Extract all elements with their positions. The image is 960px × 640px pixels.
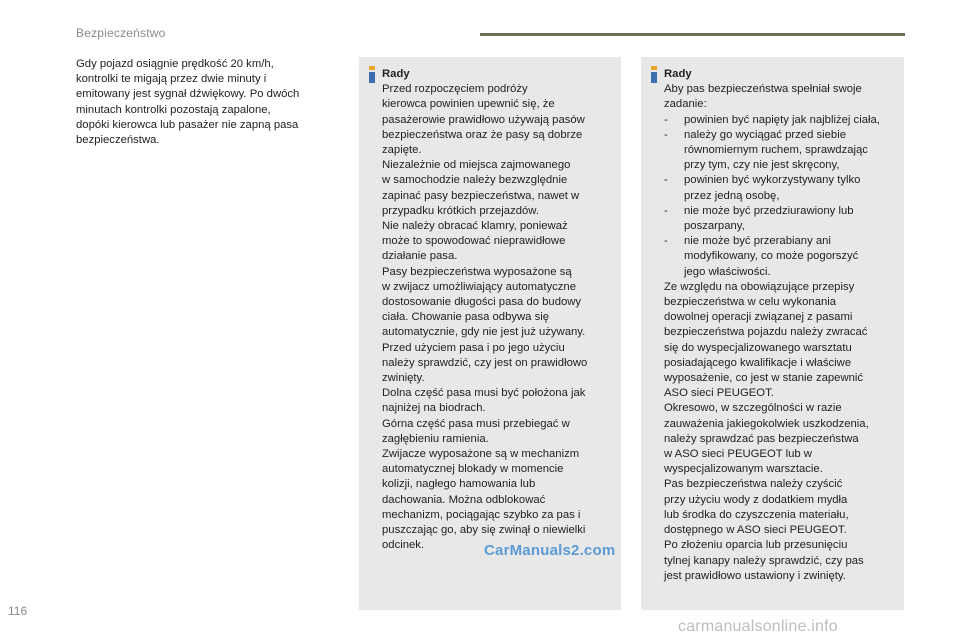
list-item-text [684, 128, 898, 174]
advice-line: w samochodzie należy bezwzględnie [382, 174, 568, 187]
advice-line: Okresowo, w szczególności w razie [664, 402, 842, 415]
info-icon [651, 66, 657, 83]
advice-line: przypadku krótkich przejazdów. [382, 204, 539, 217]
info-icon [369, 66, 375, 83]
advice-line: dostępnego w ASO sieci PEUGEOT. [664, 524, 847, 537]
advice-line: może to spowodować nieprawidłowe [382, 235, 566, 248]
list-item [664, 113, 898, 128]
advice-line: należy sprawdzać pas bezpieczeństwa [664, 432, 859, 445]
list-item [664, 173, 898, 203]
advice-line: Pas bezpieczeństwa należy czyścić [664, 478, 843, 491]
advice-line: lub środka do czyszczenia materiału, [664, 508, 849, 521]
advice-line: Dolna część pasa musi być położona jak [382, 387, 586, 400]
advice-line: się do wyspecjalizowanego warsztatu [664, 341, 852, 354]
advice-line: kierowca powinien upewnić się, że [382, 98, 555, 111]
list-item-line: nie może być przedziurawiony lub [684, 204, 854, 217]
advice-line: bezpieczeństwa oraz że pasy są dobrze [382, 128, 583, 141]
advice-line: wyposażenie, co jest w stanie zapewnić [664, 372, 864, 385]
advice-line: bezpieczeństwa pojazdu należy zwracać [664, 326, 868, 339]
intro-line: kontrolki te migają przez dwie minuty i [76, 73, 267, 86]
list-item [664, 234, 898, 280]
advice-line: automatycznie, gdy nie jest już używany. [382, 326, 586, 339]
advice-line: pasażerowie prawidłowo używają pasów [382, 113, 585, 126]
advice-line: tylnej kanapy należy sprawdzić, czy pas [664, 554, 864, 567]
advice-line: zadanie: [664, 98, 707, 111]
intro-line: bezpieczeństwa. [76, 134, 160, 147]
advice-panel-2-body [664, 67, 898, 584]
list-item [664, 128, 898, 174]
list-item-line: należy go wyciągać przed siebie [684, 128, 847, 141]
list-item-line: powinien być napięty jak najbliżej ciała, [684, 113, 880, 126]
advice-line: Po złożeniu oparcia lub przesunięciu [664, 539, 848, 552]
advice-line: zwinięty. [382, 372, 425, 385]
advice-line: zagłębieniu ramienia. [382, 432, 489, 445]
list-item-text [684, 204, 898, 234]
list-dash: - [664, 113, 668, 126]
advice-line: posiadającego kwalifikacje i właściwe [664, 356, 852, 369]
advice-line: w zwijacz umożliwiający automatyczne [382, 280, 576, 293]
advice-line: odcinek. [382, 539, 425, 552]
list-item-line: przez jedną osobę, [684, 189, 780, 202]
advice-line: działanie pasa. [382, 250, 458, 263]
advice-line: Nie należy obracać klamry, ponieważ [382, 220, 568, 233]
list-item-line: powinien być wykorzystywany tylko [684, 174, 861, 187]
advice-line: Górna część pasa musi przebiegać w [382, 417, 570, 430]
advice-line: kolizji, nagłego hamowania lub [382, 478, 536, 491]
watermark-carmanualsonline: carmanualsonline.info [678, 618, 838, 635]
advice-line: Przed użyciem pasa i po jego użyciu [382, 341, 565, 354]
advice-heading: Rady [382, 68, 410, 80]
advice-line: zauważenia jakiegokolwiek uszkodzenia, [664, 417, 869, 430]
advice-line: zapięte. [382, 144, 422, 157]
list-item-text [684, 234, 898, 280]
page-number: 116 [8, 604, 28, 618]
intro-line: dopóki kierowca lub pasażer nie zapną pasa [76, 118, 299, 131]
intro-line: Gdy pojazd osiągnie prędkość 20 km/h, [76, 58, 274, 70]
advice-line: Zwijacze wyposażone są w mechanizm [382, 448, 580, 461]
intro-text [76, 57, 336, 148]
list-dash: - [664, 204, 668, 217]
advice-line: Ze względu na obowiązujące przepisy [664, 280, 855, 293]
advice-line: bezpieczeństwa w celu wykonania [664, 296, 837, 309]
advice-line: dachowania. Można odblokować [382, 493, 546, 506]
advice-line: mechanizm, pociągając szybko za pas i [382, 508, 581, 521]
advice-line: puszczając go, aby się zwinął o niewielki [382, 524, 586, 537]
advice-heading: Rady [664, 68, 692, 80]
list-item-line: przy tym, czy nie jest skręcony, [684, 159, 840, 172]
list-item-line: modyfikowany, co może pogorszyć [684, 250, 859, 263]
advice-line: dowolnej operacji związanej z pasami [664, 311, 853, 324]
header-rule [480, 33, 905, 36]
advice-line: Niezależnie od miejsca zajmowanego [382, 159, 571, 172]
advice-line: należy sprawdzić, czy jest on prawidłowo [382, 356, 588, 369]
list-item-line: nie może być przerabiany ani [684, 235, 831, 248]
advice-line: Aby pas bezpieczeństwa spełniał swoje [664, 83, 862, 96]
list-item-text [684, 173, 898, 203]
watermark-carmanuals2: CarManuals2.com [484, 542, 616, 559]
advice-line: zapinać pasy bezpieczeństwa, nawet w [382, 189, 580, 202]
advice-panel-1-body [382, 67, 615, 554]
advice-line: dostosowanie długości pasa do budowy [382, 296, 582, 309]
advice-line: jest prawidłowo ustawiony i zwinięty. [664, 569, 846, 582]
advice-line: ASO sieci PEUGEOT. [664, 387, 774, 400]
list-item-line: jego właściwości. [684, 265, 771, 278]
list-item-text [684, 113, 898, 128]
advice-panel-1 [359, 57, 621, 610]
advice-line: Pasy bezpieczeństwa wyposażone są [382, 265, 572, 278]
list-dash: - [664, 128, 668, 141]
list-item-line: poszarpany, [684, 220, 745, 233]
advice-line: przy użyciu wody z dodatkiem mydła [664, 493, 848, 506]
advice-line: wyspecjalizowanym warsztacie. [664, 463, 823, 476]
list-item-line: równomiernym ruchem, sprawdzając [684, 144, 868, 157]
advice-line: w ASO sieci PEUGEOT lub w [664, 448, 812, 461]
list-item [664, 204, 898, 234]
advice-line: ciała. Chowanie pasa odbywa się [382, 311, 550, 324]
intro-line: minutach kontrolki pozostają zapalone, [76, 103, 271, 116]
advice-panel-2 [641, 57, 904, 610]
page-section-title: Bezpieczeństwo [76, 26, 166, 40]
advice-line: Przed rozpoczęciem podróży [382, 83, 528, 96]
advice-line: najniżej na biodrach. [382, 402, 486, 415]
list-dash: - [664, 235, 668, 248]
list-dash: - [664, 174, 668, 187]
intro-line: emitowany jest sygnał dźwiękowy. Po dwóch [76, 88, 300, 101]
advice-line: automatycznej blokady w momencie [382, 463, 564, 476]
